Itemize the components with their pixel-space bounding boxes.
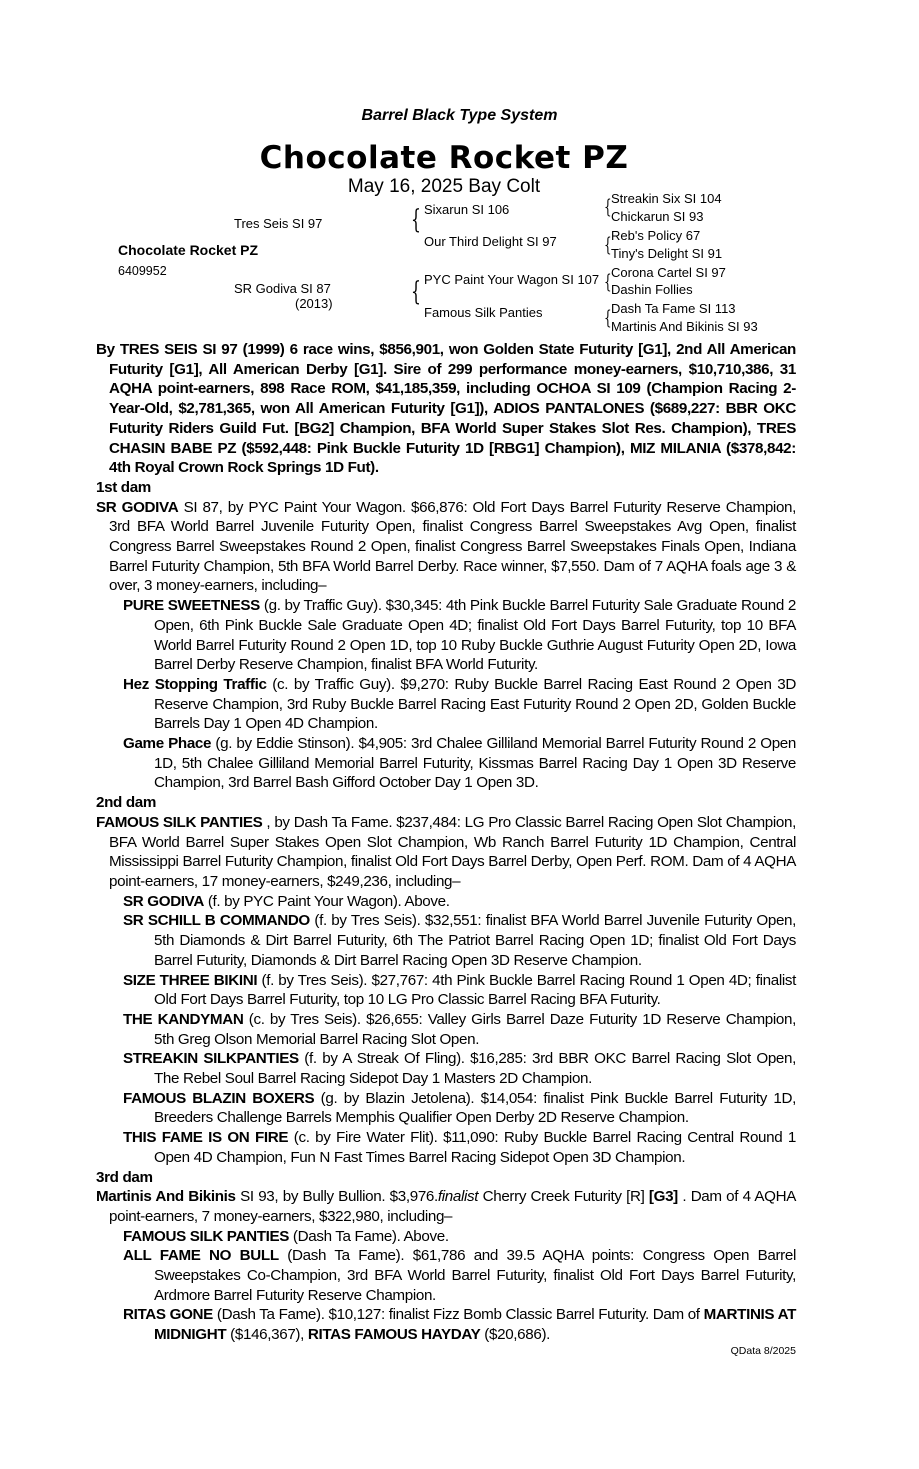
produce-entry [96, 675, 796, 734]
pedigree-ds-sire: Corona Cartel SI 97 [611, 265, 726, 280]
footer-source: QData 8/2025 [730, 1345, 796, 1357]
system-title: Barrel Black Type System [361, 107, 558, 124]
third-dam-entry [96, 1187, 796, 1226]
foal-info: May 16, 2025 Bay Colt [347, 176, 541, 197]
produce-text: (f. by Tres Seis). $27,767: 4th Pink Buckle Barrel Racing Round 1 Open 4D; finalist Old Fort Days Barrel Futurity, top 10 LG Pro Classic Barrel Racing BFA Futurity. [154, 971, 796, 1009]
pedigree-ss-sire: Streakin Six SI 104 [611, 191, 722, 206]
produce-entry [96, 596, 796, 675]
pedigree-dd-dam: Martinis And Bikinis SI 93 [611, 319, 758, 334]
produce-entry [96, 1049, 796, 1088]
pedigree-dam-dam: Famous Silk Panties [424, 305, 543, 320]
produce-name: Game Phace [123, 735, 212, 753]
second-dam-heading: 2nd dam [96, 794, 156, 812]
produce-text: (f. by PYC Paint Your Wagon). Above. [203, 892, 450, 910]
produce-name: ALL FAME NO BULL [123, 1247, 279, 1265]
first-dam-heading: 1st dam [96, 478, 151, 496]
sire-paragraph: By TRES SEIS SI 97 (1999) 6 race wins, $856,901, won Golden State Futurity [G1], 2nd All American Futurity [G1], All American Derby [G1]. Sire of 299 performance money-earners, $10,710,386, 31 AQHA point-earners, 898 Race ROM, $41,185,359, including OCHOA SI 109 (Champion Racing 2-Year-Old, $2,781,365, won All American Futurity [G1]), ADIOS PANTALONES ($689,227: BBR OKC Futurity Riders Guild Fut. [BG2] Champion, BFA World Super Stakes Slot Res. Champion), TRES CHASIN BABE PZ ($592,448: Pink Buckle Futurity 1D [RBG1] Champion), MIZ MILANIA ($378,842: 4th Royal Crown Rock Springs 1D Fut). [96, 341, 796, 477]
brace-icon: { [604, 305, 612, 329]
produce-text: (Dash Ta Fame). $61,786 and 39.5 AQHA points: Congress Open Barrel Sweepstakes Co-Champion, 3rd BFA World Barrel Futurity, finalist Old Fort Days Barrel Futurity, Ardmore Barrel Futurity Reserve Champion. [154, 1247, 796, 1304]
produce-text: (f. by A Streak Of Fling). $16,285: 3rd BBR OKC Barrel Racing Slot Open, The Rebel Soul Barrel Racing Sidepot Day 1 Masters 2D Champion. [154, 1050, 796, 1088]
brace-icon: { [411, 277, 421, 307]
pedigree-sd-dam: Tiny's Delight SI 91 [611, 246, 723, 261]
produce-text: (Dash Ta Fame). $10,127: finalist Fizz Bomb Classic Barrel Futurity. Dam of [212, 1306, 704, 1324]
second-dam-name: FAMOUS SILK PANTIES [96, 813, 263, 831]
second-dam-entry [96, 813, 796, 892]
pedigree-dd-sire: Dash Ta Fame SI 113 [611, 301, 736, 316]
produce-text: (g. by Traffic Guy). $30,345: 4th Pink Buckle Barrel Futurity Sale Graduate Round 2 Open, 6th Pink Buckle Sale Graduate Open 4D; finalist Old Fort Days Barrel Futurity, top 10 BFA World Barrel Futurity Round 2 Open 1D, top 10 Ruby Buckle Guthrie August Futurity Open 2D, Iowa Barrel Derby Reserve Champion, finalist BFA World Futurity. [154, 597, 797, 674]
produce-text: (c. by Tres Seis). $26,655: Valley Girls Barrel Daze Futurity 1D Reserve Champion, 5th Greg Olson Memorial Barrel Racing Slot Open. [154, 1010, 796, 1048]
produce-name: THE KANDYMAN [123, 1010, 244, 1028]
first-dam-name: SR GODIVA [96, 498, 179, 516]
offspring-name: MARTINIS AT MIDNIGHT [154, 1306, 796, 1344]
grade-label: [G3] [648, 1188, 678, 1206]
pedigree-sire-dam: Our Third Delight SI 97 [424, 234, 557, 249]
first-dam-text: SI 87, by PYC Paint Your Wagon. $66,876: Old Fort Days Barrel Futurity Reserve Champion, 3rd BFA World Barrel Juvenile Futurity Open, finalist Congress Barrel Sweepstakes Avg Open, finalist Congress Barrel Sweepstakes Round 2 Open, finalist Congress Barrel Sweepstakes Finals Open, Indiana Barrel Futurity Champion, 5th BFA World Barrel Derby. Race winner, $7,550. Dam of 7 AQHA foals age 3 & over, 3 money-earners, including– [109, 498, 797, 595]
produce-name: PURE SWEETNESS [123, 597, 260, 615]
finalist-label: finalist [437, 1188, 479, 1206]
produce-text: (g. by Eddie Stinson). $4,905: 3rd Chalee Gilliland Memorial Barrel Futurity Round 2 Open 1D, 5th Chalee Gilliland Memorial Barrel Futurity, Kissmas Barrel Racing Day 1 Open 3D Reserve Champion, 3rd Barrel Bash Gifford October Day 1 Open 3D. [154, 735, 796, 792]
produce-entry [96, 1128, 796, 1167]
pedigree-subject: Chocolate Rocket PZ [118, 242, 259, 258]
produce-entry [96, 1010, 796, 1049]
produce-entry [96, 971, 796, 1010]
produce-entry [96, 911, 796, 970]
pedigree-ds-dam: Dashin Follies [611, 282, 693, 297]
produce-entry [96, 734, 796, 793]
produce-name: Hez Stopping Traffic [123, 675, 267, 693]
produce-name: RITAS GONE [123, 1306, 213, 1324]
produce-entry [96, 1305, 796, 1344]
third-dam-name: Martinis And Bikinis [96, 1188, 236, 1206]
produce-name: SR SCHILL B COMMANDO [123, 912, 310, 930]
pedigree-dam-year: (2013) [295, 296, 333, 311]
pedigree-ss-dam: Chickarun SI 93 [611, 209, 704, 224]
pedigree-sire-sire: Sixarun SI 106 [424, 202, 510, 217]
first-dam-entry [96, 498, 796, 597]
brace-icon: { [604, 194, 612, 218]
produce-entry [96, 892, 796, 912]
pedigree-dam: SR Godiva SI 87 [234, 281, 331, 296]
produce-name: FAMOUS BLAZIN BOXERS [123, 1089, 315, 1107]
pedigree-sd-sire: Reb's Policy 67 [611, 228, 701, 243]
produce-text: ($20,686). [480, 1326, 551, 1344]
produce-name: FAMOUS SILK PANTIES [123, 1227, 290, 1245]
produce-name: STREAKIN SILKPANTIES [123, 1050, 299, 1068]
second-dam-text: , by Dash Ta Fame. $237,484: LG Pro Classic Barrel Racing Open Slot Champion, BFA World Barrel Super Stakes Open Slot Champion, Wb Ranch Barrel Futurity 1D Champion, Central Mississippi Barrel Futurity Champion, finalist Old Fort Days Barrel Derby, Open Perf. ROM. Dam of 4 AQHA point-earners, 17 money-earners, $249,236, including– [109, 813, 796, 890]
pedigree-dam-sire: PYC Paint Your Wagon SI 107 [424, 272, 600, 287]
produce-name: THIS FAME IS ON FIRE [123, 1129, 289, 1147]
produce-entry [96, 1089, 796, 1128]
pedigree-sire: Tres Seis SI 97 [234, 216, 323, 231]
produce-name: SIZE THREE BIKINI [123, 971, 258, 989]
brace-icon: { [411, 205, 421, 235]
produce-text: (c. by Fire Water Flit). $11,090: Ruby Buckle Barrel Racing Central Round 1 Open 4D Champion, Fun N Fast Times Barrel Racing Sidepot Open 3D Champion. [154, 1129, 797, 1166]
third-dam-text: SI 93, by Bully Bullion. $3,976. [235, 1188, 438, 1206]
produce-text: ($146,367), [226, 1326, 308, 1344]
registration-number: 6409952 [118, 264, 167, 278]
produce-text: (f. by Tres Seis). $32,551: finalist BFA World Barrel Juvenile Futurity Open, 5th Diamonds & Dirt Barrel Futurity, 6th The Patriot Barrel Racing Open 1D; finalist Old Fort Days Barrel Futurity, Diamonds & Dirt Barrel Racing Open 3D Reserve Champion. [154, 912, 797, 969]
produce-name: SR GODIVA [123, 892, 204, 910]
third-dam-heading: 3rd dam [96, 1168, 153, 1186]
offspring-name: RITAS FAMOUS HAYDAY [307, 1326, 481, 1344]
produce-text: (c. by Traffic Guy). $9,270: Ruby Buckle Barrel Racing East Round 2 Open 3D Reserve Champion, 3rd Ruby Buckle Barrel Racing East Futurity Round 2 Open 2D, Golden Buckle Barrels Day 1 Open 4D Champion. [154, 675, 796, 733]
brace-icon: { [604, 269, 612, 293]
third-dam-text: . Dam of 4 AQHA point-earners, 7 money-earners, $322,980, including– [109, 1188, 796, 1225]
brace-icon: { [604, 232, 612, 256]
produce-entry [96, 1227, 796, 1247]
produce-text: (g. by Blazin Jetolena). $14,054: finalist Pink Buckle Barrel Futurity 1D, Breeders Challenge Barrels Memphis Qualifier Open Derby 2D Reserve Champion. [154, 1089, 796, 1127]
third-dam-text: Cherry Creek Futurity [R] [478, 1188, 649, 1206]
produce-entry [96, 1246, 796, 1305]
pedigree-body [96, 340, 796, 1345]
produce-text: (Dash Ta Fame). Above. [289, 1227, 449, 1245]
horse-name-title: Chocolate Rocket PZ [259, 140, 629, 176]
